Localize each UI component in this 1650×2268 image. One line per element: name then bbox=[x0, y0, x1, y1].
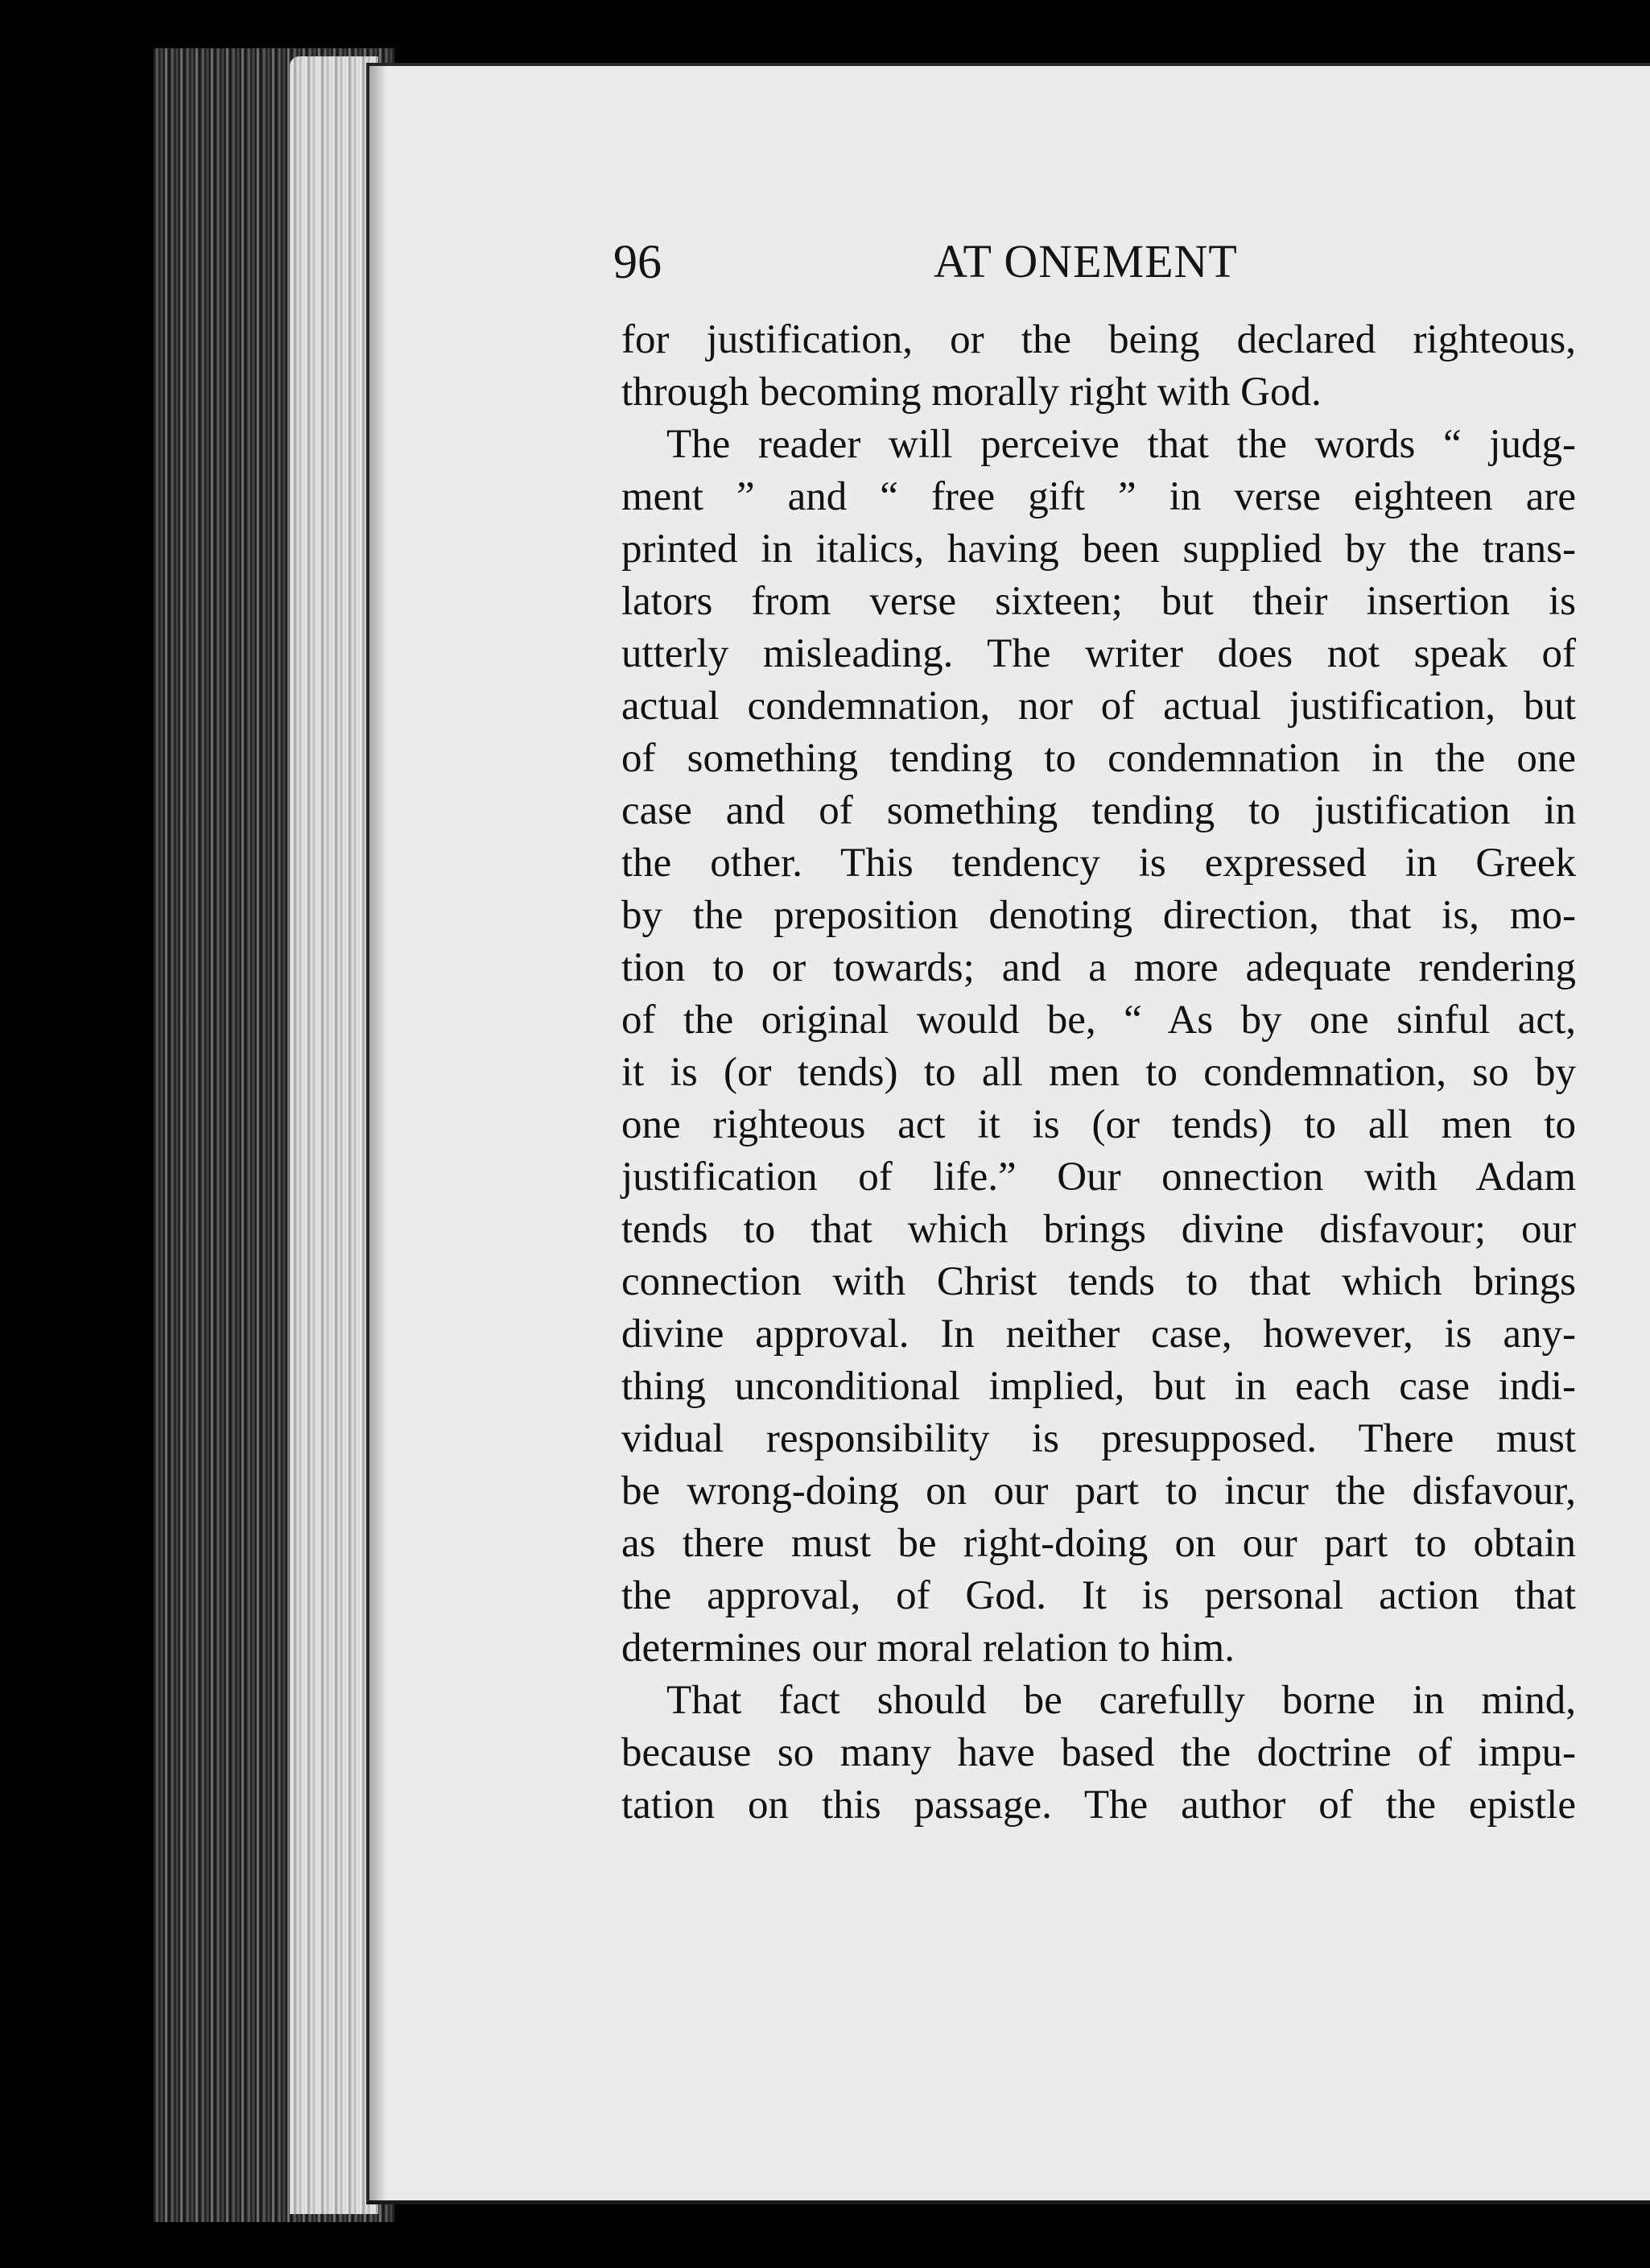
text-line: one righteous act it is (or tends) to all men to bbox=[621, 1102, 1576, 1147]
text-line: of the original would be, “ As by one sinful act, bbox=[621, 998, 1576, 1043]
text-line: thing unconditional implied, but in each case indi- bbox=[621, 1364, 1576, 1409]
text-line: vidual responsibility is presupposed. There must bbox=[621, 1416, 1576, 1461]
text-line: because so many have based the doctrine of impu- bbox=[621, 1730, 1576, 1775]
text-line: printed in italics, having been supplied by the trans- bbox=[621, 527, 1576, 572]
text-line: The reader will perceive that the words “ judg- bbox=[666, 422, 1576, 467]
text-line: as there must be right-doing on our part to obtain bbox=[621, 1521, 1576, 1566]
text-line: tation on this passage. The author of the epistle bbox=[621, 1783, 1576, 1828]
text-line: the other. This tendency is expressed in Greek bbox=[621, 841, 1576, 886]
text-line: by the preposition denoting direction, that is, mo- bbox=[621, 893, 1576, 938]
text-line: tends to that which brings divine disfavour; our bbox=[621, 1207, 1576, 1252]
text-line: divine approval. In neither case, however, is any- bbox=[621, 1312, 1576, 1357]
text-line: of something tending to condemnation in the one bbox=[621, 736, 1576, 781]
running-head: AT ONEMENT bbox=[934, 235, 1238, 287]
page-number: 96 bbox=[613, 235, 662, 288]
text-line: That fact should be carefully borne in mind, bbox=[666, 1678, 1576, 1723]
text-line: case and of something tending to justification in bbox=[621, 788, 1576, 833]
text-line: determines our moral relation to him. bbox=[621, 1626, 1235, 1671]
text-line: the approval, of God. It is personal action that bbox=[621, 1573, 1576, 1618]
text-line: actual condemnation, nor of actual justification, but bbox=[621, 684, 1576, 729]
body-text bbox=[621, 314, 1576, 1832]
page-stack-edges bbox=[290, 56, 378, 2214]
text-line: ment ” and “ free gift ” in verse eighteen are bbox=[621, 474, 1576, 519]
text-line: it is (or tends) to all men to condemnation, so by bbox=[621, 1050, 1576, 1095]
text-line: for justification, or the being declared righteous, bbox=[621, 317, 1576, 362]
text-line: connection with Christ tends to that which brings bbox=[621, 1259, 1576, 1304]
spine-shadow bbox=[366, 63, 387, 2204]
text-line: be wrong-doing on our part to incur the disfavour, bbox=[621, 1469, 1576, 1514]
text-line: utterly misleading. The writer does not speak of bbox=[621, 631, 1576, 676]
text-line: justification of life.” Our onnection with Adam bbox=[621, 1155, 1576, 1200]
text-line: lators from verse sixteen; but their insertion is bbox=[621, 579, 1576, 624]
text-line: through becoming morally right with God. bbox=[621, 370, 1322, 415]
page-header bbox=[613, 225, 1579, 298]
text-line: tion to or towards; and a more adequate rendering bbox=[621, 945, 1576, 990]
